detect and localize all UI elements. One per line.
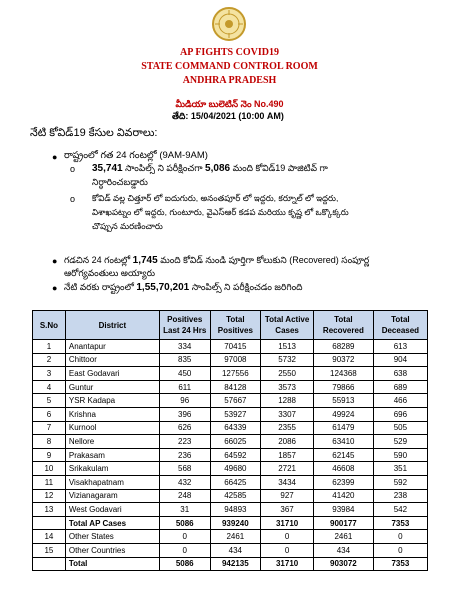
table-cell: 94893 <box>210 503 261 517</box>
table-cell: 939240 <box>210 516 261 530</box>
bullet-1b-line2: విశాఖపట్నం లో ఇద్దరు, గుంటూరు, వైఎస్ఆర్ కడప మరియు కృష్ణ లో ఒక్కొక్కరు <box>92 207 349 217</box>
table-cell: 93984 <box>314 503 374 517</box>
table-cell: 7353 <box>373 557 427 571</box>
table-cell: 0 <box>373 530 427 544</box>
table-cell: 903072 <box>314 557 374 571</box>
table-cell: 31710 <box>261 516 314 530</box>
table-cell: 466 <box>373 394 427 408</box>
table-cell: Guntur <box>65 380 159 394</box>
table-cell: 638 <box>373 367 427 381</box>
table-cell: 2461 <box>210 530 261 544</box>
table-cell: 4 <box>33 380 66 394</box>
table-cell: 236 <box>159 448 210 462</box>
table-cell: 0 <box>373 543 427 557</box>
table-cell: Other Countries <box>65 543 159 557</box>
table-cell: 31 <box>159 503 210 517</box>
table-cell <box>33 516 66 530</box>
table-cell: 942135 <box>210 557 261 571</box>
positives-24h: 5,086 <box>205 163 231 174</box>
bullet-1b-line3: చొప్పున మరణించారు <box>92 221 163 231</box>
table-cell: 64592 <box>210 448 261 462</box>
bullet-marker-sub: o <box>70 194 76 204</box>
table-cell: 0 <box>159 543 210 557</box>
table-row <box>33 394 428 408</box>
table-cell: 2721 <box>261 462 314 476</box>
bulletin-date <box>172 111 284 124</box>
table-cell: Prakasam <box>65 448 159 462</box>
table-cell: 12 <box>33 489 66 503</box>
table-cell: 626 <box>159 421 210 435</box>
district-covid-table <box>32 310 428 571</box>
table-cell: 66425 <box>210 475 261 489</box>
table-cell: 904 <box>373 353 427 367</box>
table-cell: 2355 <box>261 421 314 435</box>
table-row <box>33 380 428 394</box>
table-cell: 127556 <box>210 367 261 381</box>
table-cell: 613 <box>373 340 427 354</box>
table-cell: East Godavari <box>65 367 159 381</box>
table-row <box>33 516 428 530</box>
bullet-marker-sub: o <box>70 164 76 174</box>
table-cell: Srikakulam <box>65 462 159 476</box>
table-row <box>33 435 428 449</box>
column-header: Total Positives <box>210 311 261 340</box>
recovered-24h: 1,745 <box>132 255 158 266</box>
table-cell: Anantapur <box>65 340 159 354</box>
table-row <box>33 367 428 381</box>
bullet-1b-line1: కోవిడ్ వల్ల చిత్తూర్ లో ఐదుగురు, అనంతపూర్ లో ఇద్దరు, కర్నూల్ లో ఇద్దరు, <box>92 193 339 203</box>
header-state: ANDHRA PRADESH <box>182 75 277 86</box>
table-cell: 9 <box>33 448 66 462</box>
table-row <box>33 557 428 571</box>
column-header: Positives Last 24 Hrs <box>159 311 210 340</box>
table-cell: 3 <box>33 367 66 381</box>
table-cell: 351 <box>373 462 427 476</box>
table-cell: Total AP Cases <box>65 516 159 530</box>
header-title: AP FIGHTS COVID19 <box>180 47 279 58</box>
section-title: నేటి కోవిడ్19 కేసుల వివరాలు: <box>30 127 158 139</box>
bullet-1: రాష్ట్రంలో గత 24 గంటల్లో (9AM-9AM) <box>64 150 208 161</box>
table-row <box>33 462 428 476</box>
table-cell: 0 <box>159 530 210 544</box>
table-cell: 42585 <box>210 489 261 503</box>
table-cell: 10 <box>33 462 66 476</box>
table-cell: 46608 <box>314 462 374 476</box>
bullet-marker: ● <box>52 152 58 162</box>
table-cell: 8 <box>33 435 66 449</box>
table-cell: Vizianagaram <box>65 489 159 503</box>
table-cell: 1288 <box>261 394 314 408</box>
table-cell: 11 <box>33 475 66 489</box>
table-cell: 927 <box>261 489 314 503</box>
table-cell: 432 <box>159 475 210 489</box>
table-cell: 70415 <box>210 340 261 354</box>
table-cell: 55913 <box>314 394 374 408</box>
table-cell <box>33 557 66 571</box>
table-cell: YSR Kadapa <box>65 394 159 408</box>
table-cell: Other States <box>65 530 159 544</box>
table-cell: 529 <box>373 435 427 449</box>
table-cell: 57667 <box>210 394 261 408</box>
table-row <box>33 448 428 462</box>
table-cell: 90372 <box>314 353 374 367</box>
table-row <box>33 489 428 503</box>
bullet-2-text: గడచిన 24 గంటల్లో <box>64 255 133 265</box>
table-cell: 367 <box>261 503 314 517</box>
table-cell: Krishna <box>65 407 159 421</box>
bulletin-number: మీడియా బులెటిన్ నెం No.490 <box>175 99 284 109</box>
table-cell: 450 <box>159 367 210 381</box>
table-cell: 396 <box>159 407 210 421</box>
table-cell: 96 <box>159 394 210 408</box>
table-cell: 41420 <box>314 489 374 503</box>
table-cell: 7 <box>33 421 66 435</box>
table-cell: 0 <box>261 530 314 544</box>
table-row <box>33 503 428 517</box>
bullet-marker: ● <box>52 256 58 266</box>
table-header-row <box>33 311 428 340</box>
table-cell: 84128 <box>210 380 261 394</box>
table-cell: 68289 <box>314 340 374 354</box>
samples-tested-24h: 35,741 <box>92 163 123 174</box>
table-cell: 2086 <box>261 435 314 449</box>
bullet-2-line2: ఆరోగ్యవంతులు అయ్యారు <box>64 268 156 278</box>
table-cell: 689 <box>373 380 427 394</box>
table-cell: Kurnool <box>65 421 159 435</box>
table-cell: 0 <box>261 543 314 557</box>
table-cell: Visakhapatnam <box>65 475 159 489</box>
table-cell: 505 <box>373 421 427 435</box>
table-cell: 238 <box>373 489 427 503</box>
table-cell: 3434 <box>261 475 314 489</box>
table-cell: 63410 <box>314 435 374 449</box>
table-cell: 62399 <box>314 475 374 489</box>
table-cell: 611 <box>159 380 210 394</box>
bullet-1a-text-2: మంది కోవిడ్19 పాజిటివ్ గా <box>230 163 328 173</box>
table-cell: Total <box>65 557 159 571</box>
date-label: తేది: <box>172 111 189 121</box>
bullet-3-text-2: సాంపిల్స్ ని పరీక్షించడం జరిగింది <box>189 282 303 292</box>
bullet-1a-line2: నిర్ధారించబడ్డారు <box>92 177 148 187</box>
table-cell: 49680 <box>210 462 261 476</box>
bullet-3 <box>64 281 303 294</box>
bullet-marker: ● <box>52 283 58 293</box>
table-cell: 5086 <box>159 557 210 571</box>
column-header: Total Recovered <box>314 311 374 340</box>
table-cell: 49924 <box>314 407 374 421</box>
table-cell: 1857 <box>261 448 314 462</box>
table-cell: 1513 <box>261 340 314 354</box>
table-cell: 62145 <box>314 448 374 462</box>
table-cell: 2 <box>33 353 66 367</box>
table-cell: 3307 <box>261 407 314 421</box>
bullet-2-text-2: మంది కోవిడ్ నుండి పూర్తిగా కోలుకుని (Recovered) సంపూర్ణ <box>157 255 370 265</box>
table-cell: 568 <box>159 462 210 476</box>
table-cell: 592 <box>373 475 427 489</box>
table-cell: 248 <box>159 489 210 503</box>
table-cell: West Godavari <box>65 503 159 517</box>
table-row <box>33 407 428 421</box>
table-cell: 64339 <box>210 421 261 435</box>
table-cell: 835 <box>159 353 210 367</box>
table-cell: 3573 <box>261 380 314 394</box>
table-cell: 61479 <box>314 421 374 435</box>
table-row <box>33 543 428 557</box>
table-cell: 6 <box>33 407 66 421</box>
bullet-1a-text: సాంపిల్స్ ని పరీక్షించగా <box>122 163 206 173</box>
table-cell: 434 <box>314 543 374 557</box>
table-cell: 66025 <box>210 435 261 449</box>
column-header: Total Active Cases <box>261 311 314 340</box>
table-cell: 5 <box>33 394 66 408</box>
table-row <box>33 421 428 435</box>
table-cell: 7353 <box>373 516 427 530</box>
total-samples-tested: 1,55,70,201 <box>136 282 190 293</box>
table-row <box>33 530 428 544</box>
table-cell: 696 <box>373 407 427 421</box>
date-value: 15/04/2021 (10:00 AM) <box>188 111 284 121</box>
table-cell: 14 <box>33 530 66 544</box>
table-cell: Chittoor <box>65 353 159 367</box>
table-row <box>33 340 428 354</box>
table-cell: 124368 <box>314 367 374 381</box>
bullet-1a <box>92 162 328 175</box>
column-header: District <box>65 311 159 340</box>
table-cell: 5732 <box>261 353 314 367</box>
table-cell: 2550 <box>261 367 314 381</box>
header-subtitle: STATE COMMAND CONTROL ROOM <box>141 61 318 72</box>
table-cell: 79866 <box>314 380 374 394</box>
table-cell: Nellore <box>65 435 159 449</box>
table-cell: 542 <box>373 503 427 517</box>
table-cell: 590 <box>373 448 427 462</box>
table-cell: 15 <box>33 543 66 557</box>
table-cell: 223 <box>159 435 210 449</box>
table-cell: 900177 <box>314 516 374 530</box>
table-cell: 434 <box>210 543 261 557</box>
table-cell: 334 <box>159 340 210 354</box>
column-header: S.No <box>33 311 66 340</box>
table-cell: 97008 <box>210 353 261 367</box>
table-cell: 5086 <box>159 516 210 530</box>
table-cell: 31710 <box>261 557 314 571</box>
table-cell: 53927 <box>210 407 261 421</box>
table-row <box>33 353 428 367</box>
column-header: Total Deceased <box>373 311 427 340</box>
bullet-2 <box>64 254 369 267</box>
andhra-pradesh-emblem-icon <box>211 6 247 42</box>
table-row <box>33 475 428 489</box>
table-cell: 2461 <box>314 530 374 544</box>
table-cell: 1 <box>33 340 66 354</box>
bullet-3-text: నేటి వరకు రాష్ట్రంలో <box>64 282 137 292</box>
table-cell: 13 <box>33 503 66 517</box>
